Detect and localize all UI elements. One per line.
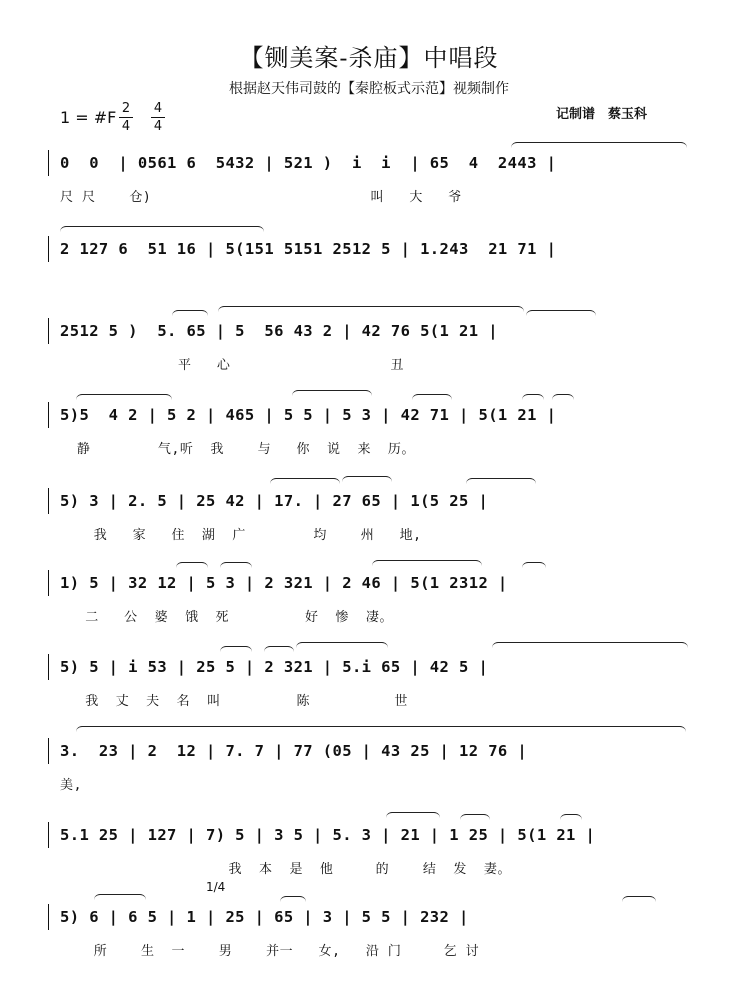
bar-line: [48, 402, 49, 428]
tie-slur: [560, 814, 582, 821]
score-subtitle: 根据赵天伟司鼓的【秦腔板式示范】视频制作: [229, 81, 509, 97]
lyric-line: 静 气,听 我 与 你 说 来 历。: [60, 442, 416, 457]
transcriber-credit: 记制谱 蔡玉科: [556, 107, 648, 122]
tie-slur: [220, 562, 252, 569]
lyric-line: 美,: [60, 778, 83, 793]
bar-line: [48, 904, 49, 930]
notation-line: 5) 5 | i 53 | 25 5 | 2 321 | 5.i 65 | 42 5 |: [60, 658, 489, 676]
notation-line: 5.1 25 | 127 | 7) 5 | 3 5 | 5. 3 | 21 | 1 25 | 5(1 21 |: [60, 826, 596, 844]
lyric-line: 我 本 是 他 的 结 发 妻。: [60, 862, 512, 877]
phrase-slur: [76, 726, 686, 733]
bar-line: [48, 570, 49, 596]
phrase-slur: [466, 478, 536, 485]
phrase-slur: [60, 226, 264, 233]
tie-slur: [522, 562, 546, 569]
notation-line: 1) 5 | 32 12 | 5 3 | 2 321 | 2 46 | 5(1 2312 |: [60, 574, 508, 592]
meter-numerator: 2: [121, 101, 131, 116]
bar-line: [48, 654, 49, 680]
bar-line: [48, 738, 49, 764]
notation-line: 5)5 4 2 | 5 2 | 465 | 5 5 | 5 3 | 42 71 | 5(1 21 |: [60, 406, 557, 424]
meter-denominator: 4: [153, 119, 163, 134]
phrase-slur: [526, 310, 596, 317]
phrase-slur: [218, 306, 524, 313]
phrase-slur: [270, 478, 340, 485]
time-signature-2-4: [119, 101, 133, 134]
lyric-line: 尺 尺 仓) 叫 大 爷: [60, 190, 462, 205]
tie-slur: [460, 814, 490, 821]
phrase-slur: [372, 560, 482, 567]
meter-denominator: 4: [121, 119, 131, 134]
meter-rule: [119, 117, 133, 118]
notation-line: 2 127 6 51 16 | 5(151 5151 2512 5 | 1.243 21 71 |: [60, 240, 557, 258]
bar-line: [48, 236, 49, 262]
tie-slur: [94, 894, 146, 901]
tie-slur: [176, 562, 208, 569]
tie-slur: [412, 394, 452, 401]
notation-line: 5) 6 | 6 5 | 1 | 25 | 65 | 3 | 5 5 | 232 |: [60, 908, 469, 926]
phrase-slur: [511, 142, 687, 149]
notation-line: 2512 5 ) 5. 65 | 5 56 43 2 | 42 76 5(1 21 |: [60, 322, 498, 340]
lyric-line: 我 丈 夫 名 叫 陈 世: [60, 694, 408, 709]
phrase-slur: [492, 642, 688, 649]
phrase-slur: [292, 390, 372, 397]
time-signature-4-4: [151, 101, 165, 134]
phrase-slur: [342, 476, 392, 483]
bar-line: [48, 488, 49, 514]
tie-slur: [172, 310, 208, 317]
phrase-slur: [296, 642, 388, 649]
lyric-line: 平 心 丑: [60, 358, 405, 373]
tie-slur: [552, 394, 574, 401]
meter-numerator: 4: [153, 101, 163, 116]
notation-line: 5) 3 | 2. 5 | 25 42 | 17. | 27 65 | 1(5 25 |: [60, 492, 489, 510]
beat-annotation: 1/4: [206, 880, 226, 894]
phrase-slur: [386, 812, 440, 819]
notation-line: 3. 23 | 2 12 | 7. 7 | 77 (05 | 43 25 | 12 76 |: [60, 742, 528, 760]
tie-slur: [622, 896, 656, 903]
phrase-slur: [76, 394, 172, 401]
lyric-line: 我 家 住 湖 广 均 州 地,: [60, 528, 422, 543]
bar-line: [48, 318, 49, 344]
lyric-line: 所 生 一 男 并一 女, 沿 门 乞 讨: [60, 944, 480, 959]
bar-line: [48, 822, 49, 848]
notation-line: 0 0 | 0561 6 5432 | 521 ) i i | 65 4 2443 |: [60, 154, 557, 172]
bar-line: [48, 150, 49, 176]
lyric-line: 二 公 婆 饿 死 好 惨 凄。: [60, 610, 394, 625]
score-title: 【铡美案-杀庙】中唱段: [239, 44, 499, 72]
tie-slur: [264, 646, 294, 653]
tie-slur: [522, 394, 544, 401]
tie-slur: [280, 896, 306, 903]
key-signature: 1 = #F: [60, 108, 117, 127]
meter-rule: [151, 117, 165, 118]
tie-slur: [220, 646, 252, 653]
